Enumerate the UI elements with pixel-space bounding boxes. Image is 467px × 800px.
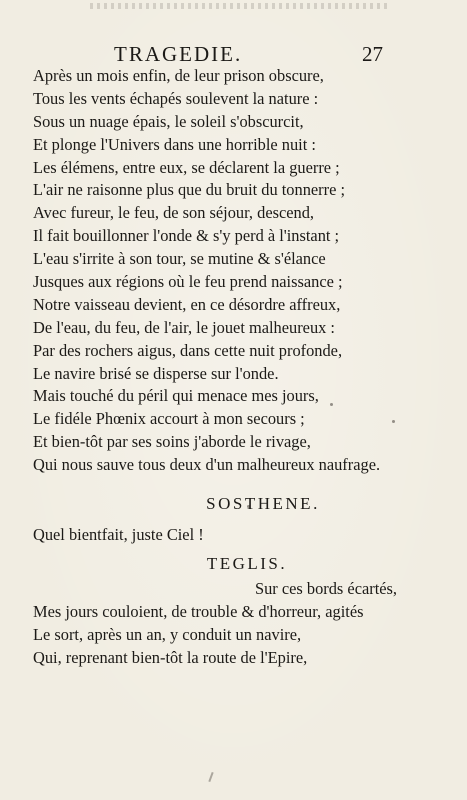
verse-line: Le sort, après un an, y conduit un navire, xyxy=(33,624,302,644)
speaker-name-teglis: TEGLIS. xyxy=(206,553,288,573)
verse-line: Qui, reprenant bien-tôt la route de l'Epire, xyxy=(33,647,308,667)
verse-line: Les élémens, entre eux, se déclarent la guerre ; xyxy=(33,157,340,177)
verse-line: De l'eau, du feu, de l'air, le jouet malheureux : xyxy=(33,317,335,337)
verse-line: Sous un nuage épais, le soleil s'obscurcit, xyxy=(33,111,304,131)
verse-text xyxy=(33,65,453,669)
verse-line: L'air ne raisonne plus que du bruit du tonnerre ; xyxy=(33,180,346,200)
verse-line: Jusques aux régions où le feu prend naissance ; xyxy=(33,272,343,292)
verse-line: Par des rochers aigus, dans cette nuit profonde, xyxy=(33,340,343,360)
top-edge-print-marks xyxy=(90,3,390,9)
ink-speck xyxy=(330,403,333,406)
verse-line: L'eau s'irrite à son tour, se mutine & s'élance xyxy=(33,249,326,269)
verse-line: Mais touché du péril qui menace mes jours, xyxy=(33,386,319,406)
speech-line: Quel bientfait, juste Ciel ! xyxy=(33,525,204,545)
verse-line: Mes jours couloient, de trouble & d'horreur, agités xyxy=(33,601,364,621)
verse-line: Tous les vents échapés soulevent la nature : xyxy=(33,88,319,108)
ink-speck xyxy=(247,505,250,508)
verse-line: Et bien-tôt par ses soins j'aborde le rivage, xyxy=(33,432,311,452)
running-title: TRAGEDIE. xyxy=(114,42,243,66)
verse-line: Le navire brisé se disperse sur l'onde. xyxy=(33,363,279,383)
verse-line: Notre vaisseau devient, en ce désordre affreux, xyxy=(33,294,341,314)
ink-speck xyxy=(392,420,395,423)
verse-line-indented: Sur ces bords écartés, xyxy=(255,578,398,598)
speaker-name-sosthene: SOSTHENE. xyxy=(206,494,320,514)
verse-line: Avec fureur, le feu, de son séjour, descend, xyxy=(33,203,315,223)
page-number: 27 xyxy=(362,42,383,66)
verse-line: Il fait bouillonner l'onde & s'y perd à l'instant ; xyxy=(33,226,340,246)
verse-line: Et plonge l'Univers dans une horrible nuit : xyxy=(33,134,316,154)
verse-line: Le fidéle Phœnix accourt à mon secours ; xyxy=(33,409,305,429)
verse-line: Qui nous sauve tous deux d'un malheureux naufrage. xyxy=(33,455,381,475)
paper-mark xyxy=(208,772,213,782)
verse-line: Après un mois enfin, de leur prison obscure, xyxy=(33,66,324,85)
